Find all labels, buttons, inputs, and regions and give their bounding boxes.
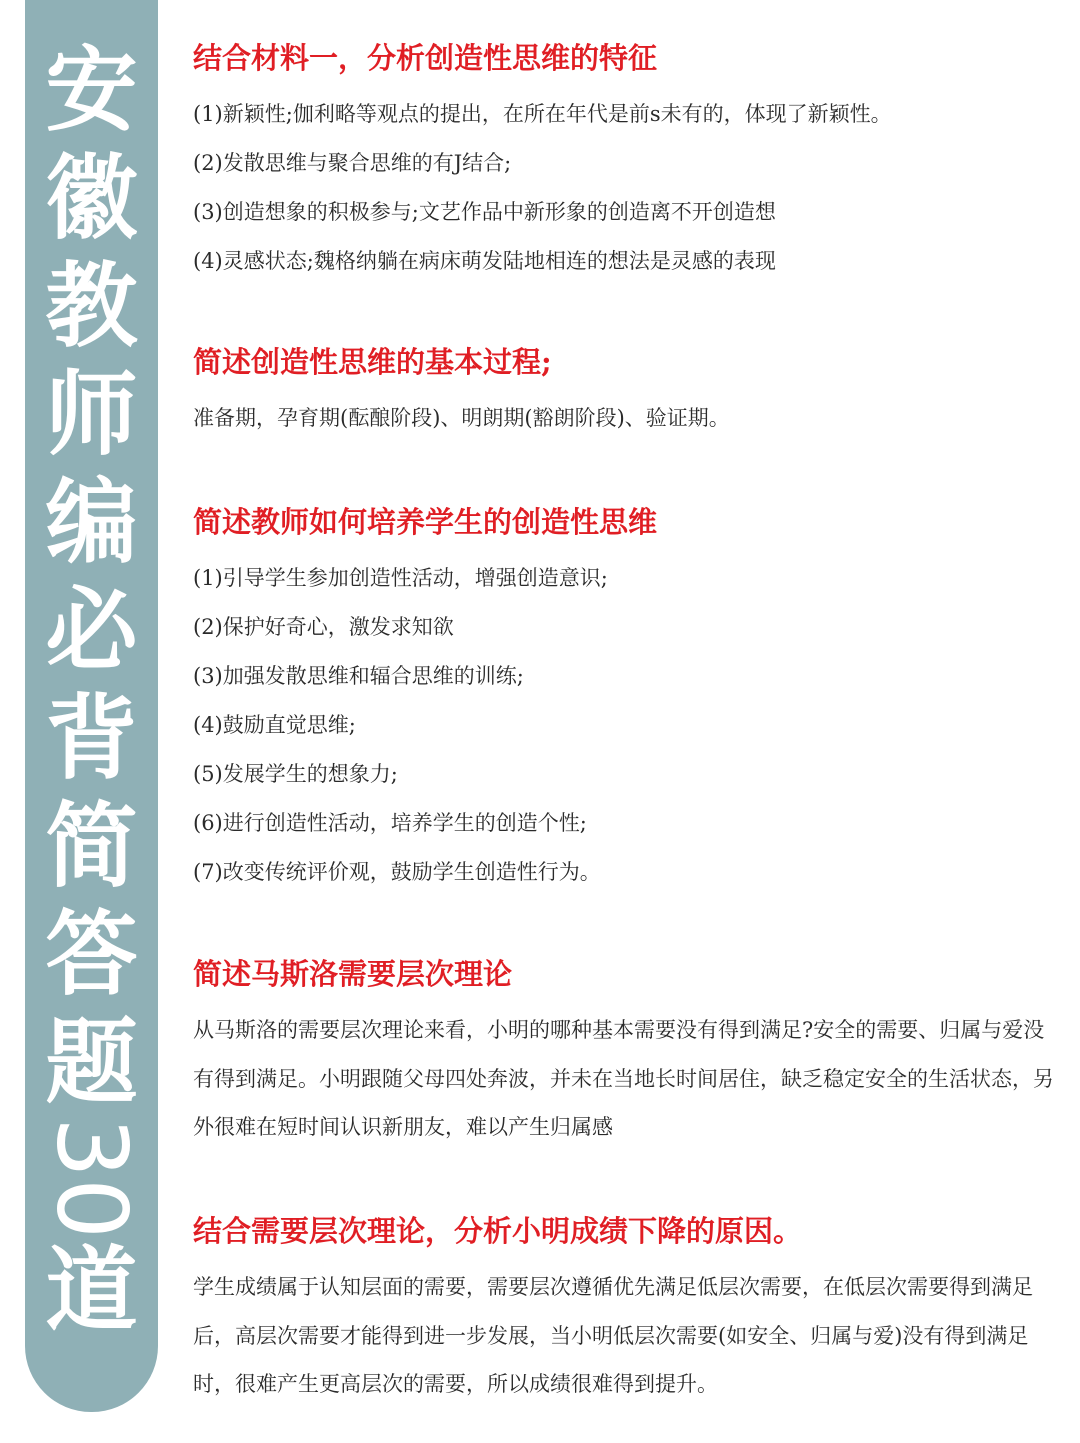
sidebar-title-banner [25,0,158,1412]
list-item: (2)发散思维与聚合思维的有J结合; [193,151,512,175]
list-item: (4)灵感状态;魏格纳躺在病床萌发陆地相连的想法是灵感的表现 [193,249,776,273]
title-char: 安 [45,36,138,144]
list-item: (3)创造想象的积极参与;文艺作品中新形象的创造离不开创造想 [193,200,776,224]
list-item: 准备期，孕育期(酝酿阶段)、明朗期(豁朗阶段)、验证期。 [193,406,730,430]
title-char: 答 [45,900,138,1008]
title-char: 师 [45,360,138,468]
section-paragraph: 从马斯洛的需要层次理论来看，小明的哪种基本需要没有得到满足?安全的需要、归属与爱没有得到满足。小明跟随父母四处奔波，并未在当地长时间居住，缺乏稳定安全的生活状态，另外很难在短时间认识新朋友，难以产生归属感 [193,1018,1054,1139]
list-item: (7)改变传统评价观，鼓励学生创造性行为。 [193,860,601,884]
list-item: (3)加强发散思维和辐合思维的训练; [193,664,524,688]
title-char: 编 [45,468,138,576]
list-item: (1)新颖性;伽利略等观点的提出，在所在年代是前s未有的，体现了新颖性。 [193,102,892,126]
section-creative-thinking-process [193,342,1063,443]
list-item: (5)发展学生的想象力; [193,762,398,786]
title-char: 徽 [45,144,138,252]
title-char: 必 [45,576,138,684]
list-item: (1)引导学生参加创造性活动，增强创造意识; [193,566,608,590]
section-heading: 简述创造性思维的基本过程; [193,345,552,379]
title-char: 题 [45,1008,138,1116]
section-paragraph: 学生成绩属于认知层面的需要，需要层次遵循优先满足低层次需要，在低层次需要得到满足后，高层次需要才能得到进一步发展，当小明低层次需要(如安全、归属与爱)没有得到满足时，很难产生更高层次的需要，所以成绩很难得到提升。 [193,1275,1033,1396]
list-item: (2)保护好奇心，激发求知欲 [193,615,454,639]
section-creative-thinking-features [193,38,1063,286]
section-maslow-theory [193,954,1063,1152]
section-heading: 简述马斯洛需要层次理论 [193,957,513,991]
section-teacher-cultivation [193,502,1063,897]
title-char: 背 [45,684,138,792]
section-heading: 结合材料一，分析创造性思维的特征 [193,41,658,75]
list-item: (6)进行创造性活动，培养学生的创造个性; [193,811,587,835]
title-count: 30 [35,1116,148,1240]
section-heading: 结合需要层次理论，分析小明成绩下降的原因。 [193,1214,803,1248]
list-item: (4)鼓励直觉思维; [193,713,356,737]
section-heading: 简述教师如何培养学生的创造性思维 [193,505,658,539]
title-char: 教 [45,252,138,360]
section-grade-decline-analysis [193,1211,1063,1409]
title-suffix: 道 [45,1236,138,1344]
title-char: 简 [45,792,138,900]
